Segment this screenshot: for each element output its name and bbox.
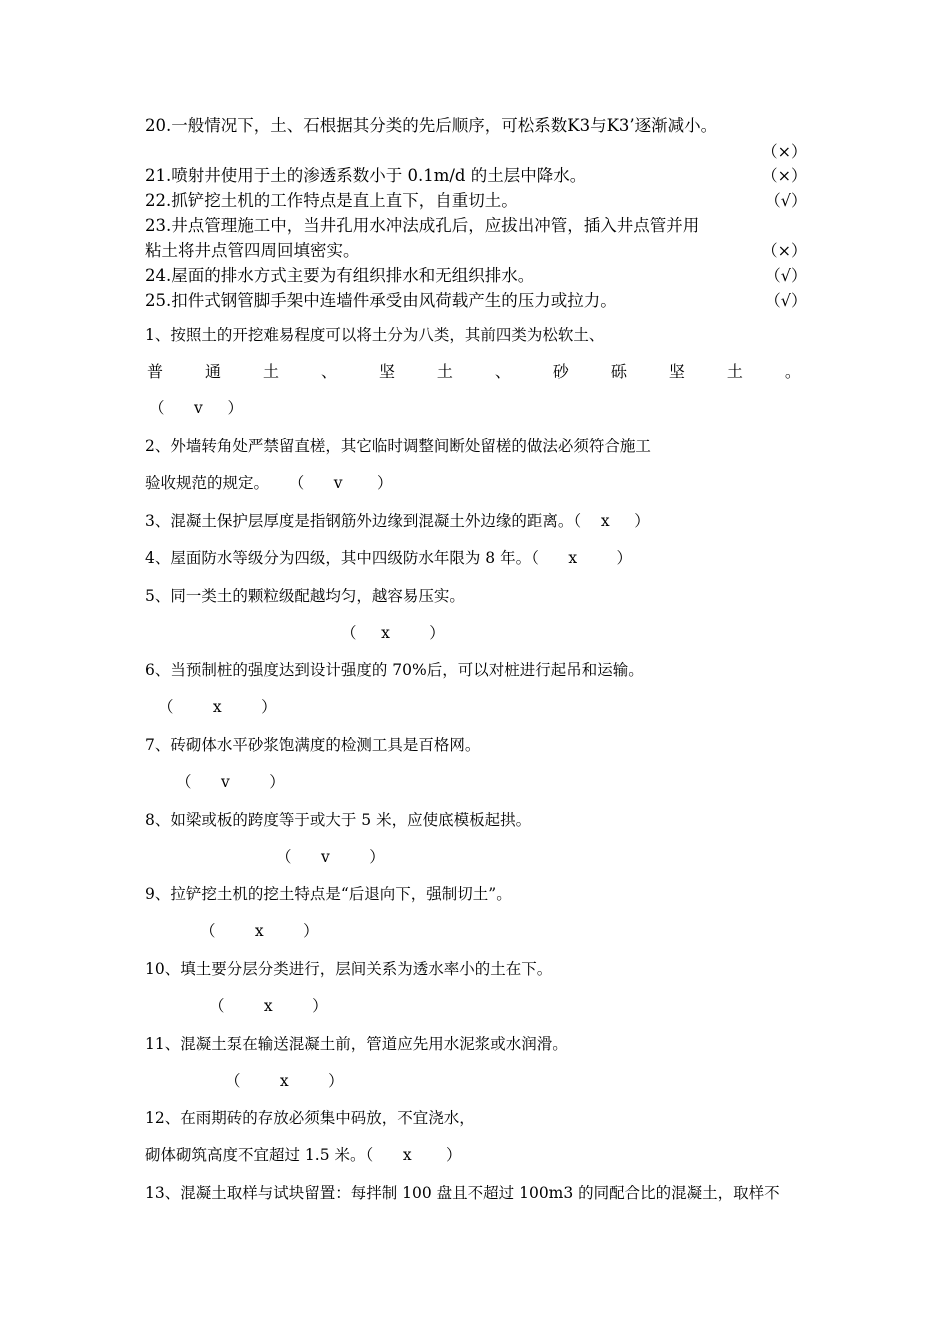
item-8-answer: （ v ） xyxy=(276,848,385,866)
item-23-mark: （×） xyxy=(761,241,807,260)
spread-char: 坚 xyxy=(668,362,685,381)
item-9-text: 9、拉铲挖土机的挖土特点是“后退向下，强制切土”。 xyxy=(145,885,512,903)
item-10-text: 10、填土要分层分类进行，层间关系为透水率小的土在下。 xyxy=(145,960,553,978)
item-20-text: 20.一般情况下，土、石根据其分类的先后顺序，可松系数K3与K3’逐渐减小。 xyxy=(145,116,718,135)
item-12-text-cont: 砌体砌筑高度不宜超过 1.5 米。（ x ） xyxy=(145,1146,462,1164)
item-1-text: 1、按照土的开挖难易程度可以将土分为八类，其前四类为松软土、 xyxy=(145,326,605,344)
item-6-answer: （ x ） xyxy=(158,698,277,716)
spread-char: 通 xyxy=(204,362,221,381)
item-3-text: 3、混凝土保护层厚度是指钢筋外边缘到混凝土外边缘的距离。（ x ） xyxy=(145,512,650,530)
item-23-text: 23.井点管理施工中，当井孔用水冲法成孔后，应拔出冲管，插入井点管并用 xyxy=(145,216,700,235)
item-5-answer: （ x ） xyxy=(341,624,445,642)
spread-char: 。 xyxy=(784,362,801,381)
item-12-text: 12、在雨期砖的存放必须集中码放，不宜浇水， xyxy=(145,1109,475,1127)
spread-char: 、 xyxy=(494,362,511,381)
item-22-text: 22.抓铲挖土机的工作特点是直上直下，自重切土。 xyxy=(145,191,518,210)
item-20-mark: （×） xyxy=(761,142,807,161)
item-22-mark: （√） xyxy=(764,191,807,210)
item-2-text-cont: 验收规范的规定。 （ v ） xyxy=(145,474,393,492)
item-11-text: 11、混凝土泵在输送混凝土前，管道应先用水泥浆或水润滑。 xyxy=(145,1035,568,1053)
item-13-text: 13、混凝土取样与试块留置：每拌制 100 盘且不超过 100m3 的同配合比的混凝土，取样不 xyxy=(145,1184,780,1202)
item-8-text: 8、如梁或板的跨度等于或大于 5 米，应使底模板起拱。 xyxy=(145,811,532,829)
item-25-mark: （√） xyxy=(764,291,807,310)
spread-char: 砾 xyxy=(610,362,627,381)
item-5-text: 5、同一类土的颗粒级配越均匀，越容易压实。 xyxy=(145,587,465,605)
item-23-text-cont: 粘土将井点管四周回填密实。 xyxy=(145,241,360,260)
item-1-answer: （ v ） xyxy=(149,399,243,417)
item-2-text: 2、外墙转角处严禁留直槎，其它临时调整间断处留槎的做法必须符合施工 xyxy=(145,437,651,455)
item-11-answer: （ x ） xyxy=(225,1072,344,1090)
item-4-text: 4、屋面防水等级分为四级，其中四级防水年限为 8 年。（ x ） xyxy=(145,549,633,567)
item-9-answer: （ x ） xyxy=(200,922,319,940)
item-7-text: 7、砖砌体水平砂浆饱满度的检测工具是百格网。 xyxy=(145,736,481,754)
spread-char: 土 xyxy=(262,362,279,381)
item-10-answer: （ x ） xyxy=(209,997,328,1015)
spread-char: 砂 xyxy=(552,362,569,381)
item-7-answer: （ v ） xyxy=(176,773,285,791)
item-21-text: 21.喷射井使用于土的渗透系数小于 0.1m/d 的土层中降水。 xyxy=(145,166,587,185)
spread-char: 土 xyxy=(436,362,453,381)
spread-char: 坚 xyxy=(378,362,395,381)
item-24-text: 24.屋面的排水方式主要为有组织排水和无组织排水。 xyxy=(145,266,535,285)
item-25-text: 25.扣件式钢管脚手架中连墙件承受由风荷载产生的压力或拉力。 xyxy=(145,291,617,310)
item-21-mark: （×） xyxy=(761,166,807,185)
item-24-mark: （√） xyxy=(764,266,807,285)
spread-char: 普 xyxy=(147,362,164,381)
item-6-text: 6、当预制桩的强度达到设计强度的 70%后，可以对桩进行起吊和运输。 xyxy=(145,661,644,679)
spread-char: 、 xyxy=(320,362,337,381)
item-1-spread-line xyxy=(147,362,801,382)
spread-char: 土 xyxy=(726,362,743,381)
